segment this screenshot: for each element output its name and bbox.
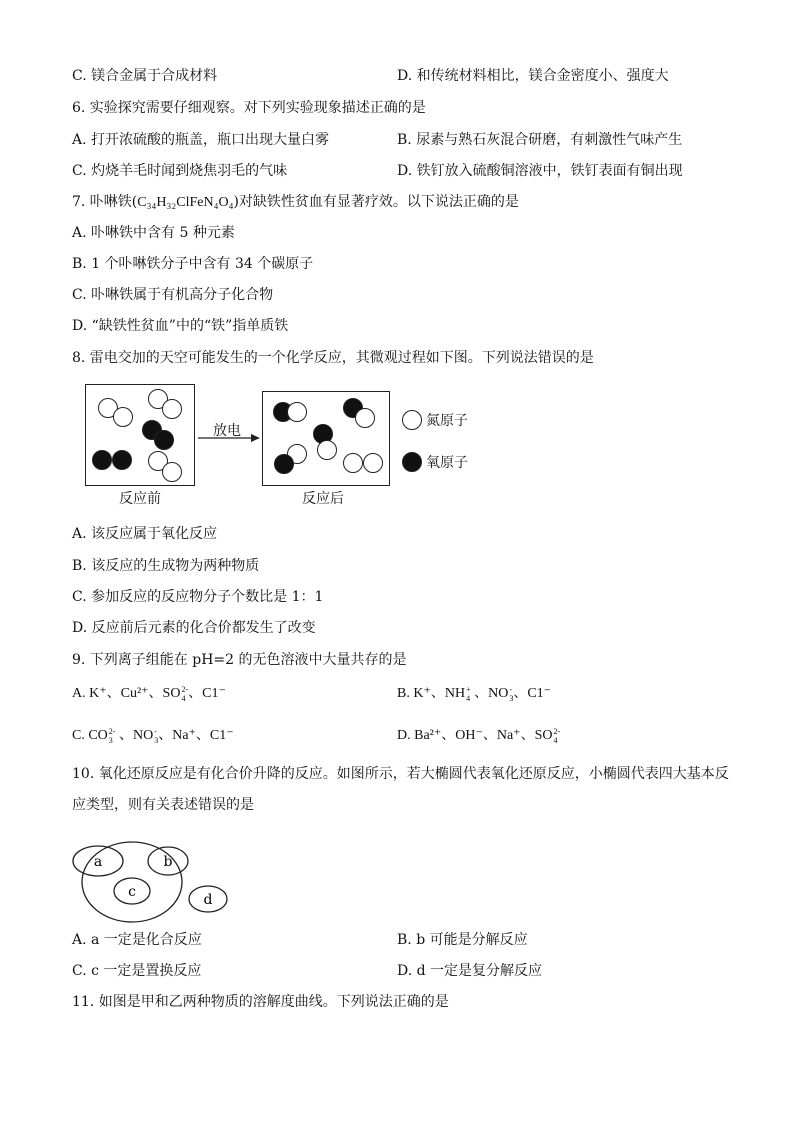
q10-stem-line2: 应类型，则有关表述错误的是 bbox=[72, 797, 254, 813]
label-a: a bbox=[93, 854, 103, 870]
nitrogen-atom bbox=[287, 402, 307, 422]
q7-option-c: C. 卟啉铁属于有机高分子化合物 bbox=[72, 287, 274, 303]
before-reaction-box bbox=[85, 384, 195, 486]
legend-oxygen-label: 氧原子 bbox=[426, 455, 468, 471]
ammonium-charge: + 4 bbox=[466, 684, 471, 703]
q8-option-b: B. 该反应的生成物为两种物质 bbox=[72, 558, 260, 574]
oxygen-atom bbox=[154, 430, 174, 450]
legend-nitrogen-label: 氮原子 bbox=[426, 413, 468, 429]
reaction-arrow bbox=[196, 431, 262, 445]
q9-c-ions-end: 、Na⁺、C1⁻ bbox=[158, 728, 234, 743]
q9-option-d: D. Ba²⁺、OH⁻、Na⁺、SO 2- 4 bbox=[397, 726, 561, 745]
q6-option-d: D. 铁钉放入硫酸铜溶液中，铁钉表面有铜出现 bbox=[397, 163, 683, 179]
nitrate-charge: - 3 bbox=[509, 684, 514, 703]
before-reaction-label: 反应前 bbox=[119, 491, 161, 507]
after-reaction-label: 反应后 bbox=[302, 491, 344, 507]
nitrogen-atom bbox=[363, 453, 383, 473]
q7-option-a: A. 卟啉铁中含有 5 种元素 bbox=[72, 225, 235, 241]
q10-option-c: C. c 一定是置换反应 bbox=[72, 963, 202, 979]
nitrogen-atom bbox=[162, 399, 182, 419]
q9-a-ions-end: 、C1⁻ bbox=[188, 686, 226, 701]
q9-c-label: C. bbox=[72, 728, 85, 743]
label-b: b bbox=[163, 854, 173, 870]
q6-stem: 6. 实验探究需要仔细观察。对下列实验现象描述正确的是 bbox=[72, 100, 426, 116]
legend-nitrogen-icon bbox=[402, 410, 422, 430]
sulfate-charge: 2- 4 bbox=[181, 684, 189, 703]
q9-option-c: C. CO 2- 3 、NO - 3 、Na⁺、C1⁻ bbox=[72, 726, 234, 745]
q7-option-b: B. 1 个卟啉铁分子中含有 34 个碳原子 bbox=[72, 256, 314, 272]
legend-oxygen-icon bbox=[402, 452, 422, 472]
q8-option-a: A. 该反应属于氧化反应 bbox=[72, 526, 218, 542]
q8-option-d: D. 反应前后元素的化合价都发生了改变 bbox=[72, 620, 316, 636]
nitrogen-atom bbox=[113, 407, 133, 427]
q10-option-d: D. d 一定是复分解反应 bbox=[397, 963, 543, 979]
nitrogen-atom bbox=[317, 440, 337, 460]
nitrogen-atom bbox=[343, 453, 363, 473]
oxygen-atom bbox=[92, 450, 112, 470]
q9-b-ions-end: 、C1⁻ bbox=[513, 686, 552, 701]
q5-option-d: D. 和传统材料相比，镁合金密度小、强度大 bbox=[397, 68, 669, 84]
q9-stem: 9. 下列离子组能在 pH=2 的无色溶液中大量共存的是 bbox=[72, 652, 407, 668]
q10-option-b: B. b 可能是分解反应 bbox=[397, 932, 528, 948]
q8-stem: 8. 雷电交加的天空可能发生的一个化学反应，其微观过程如下图。下列说法错误的是 bbox=[72, 350, 594, 366]
q8-option-c: C. 参加反应的反应物分子个数比是 1：1 bbox=[72, 589, 324, 605]
q11-stem: 11. 如图是甲和乙两种物质的溶解度曲线。下列说法正确的是 bbox=[72, 994, 449, 1010]
oxygen-atom bbox=[112, 450, 132, 470]
q9-d-ions: D. Ba²⁺、OH⁻、Na⁺、 bbox=[397, 728, 535, 743]
q7-stem-start: 7. 卟啉铁( bbox=[72, 194, 138, 210]
ellipse-diagram bbox=[70, 830, 240, 925]
nitrate-charge: - 3 bbox=[154, 726, 159, 745]
q6-option-a: A. 打开浓硫酸的瓶盖，瓶口出现大量白雾 bbox=[72, 132, 330, 148]
q9-option-a: A. K⁺、Cu²⁺、SO 2- 4 、C1⁻ bbox=[72, 684, 226, 703]
nitrogen-atom bbox=[162, 462, 182, 482]
sulfate-charge: 2- 4 bbox=[553, 726, 561, 745]
q7-stem-end: )对缺铁性贫血有显著疗效。以下说法正确的是 bbox=[233, 194, 519, 210]
arrow-label: 放电 bbox=[213, 423, 241, 439]
nitrogen-atom bbox=[355, 408, 375, 428]
q10-stem-line1: 10. 氧化还原反应是有化合价升降的反应。如图所示，若大椭圆代表氧化还原反应，小椭圆代表四大基本反 bbox=[72, 766, 729, 782]
q6-option-c: C. 灼烧羊毛时闻到烧焦羽毛的气味 bbox=[72, 163, 288, 179]
q9-b-ions: B. K⁺、 bbox=[397, 686, 445, 701]
label-c: c bbox=[128, 884, 136, 900]
q6-option-b: B. 尿素与熟石灰混合研磨，有刺激性气味产生 bbox=[397, 132, 683, 148]
q9-option-b: B. K⁺、NH + 4 、NO - 3 、C1⁻ bbox=[397, 684, 552, 703]
q7-formula: C₃₄H₃₂ClFeN₄O₄ bbox=[137, 195, 234, 210]
q7-option-d: D. “缺铁性贫血”中的“铁”指单质铁 bbox=[72, 318, 289, 334]
q5-option-c: C. 镁合金属于合成材料 bbox=[72, 68, 218, 84]
label-d: d bbox=[203, 892, 213, 908]
q10-option-a: A. a 一定是化合反应 bbox=[72, 932, 202, 948]
oxygen-atom bbox=[274, 454, 294, 474]
carbonate-charge: 2- 3 bbox=[108, 726, 116, 745]
after-reaction-box bbox=[262, 391, 390, 486]
q7-stem bbox=[72, 192, 519, 213]
q9-a-ions: A. K⁺、Cu²⁺、 bbox=[72, 686, 163, 701]
